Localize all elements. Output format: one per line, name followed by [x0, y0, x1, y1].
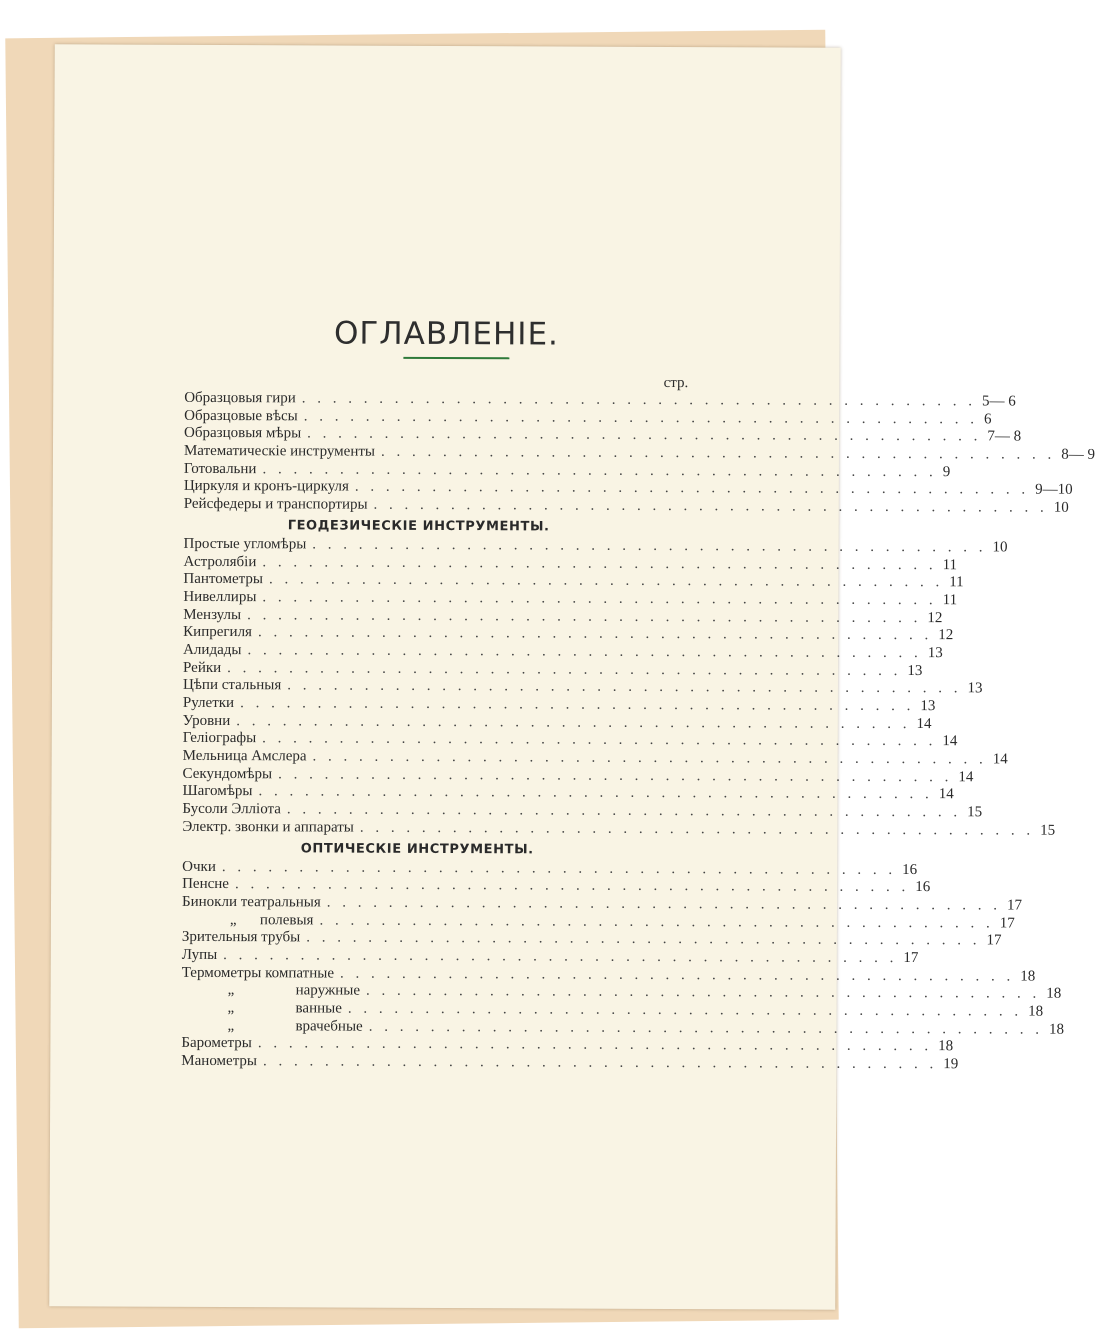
toc-entry-page: 7— 8: [987, 428, 1022, 445]
ditto-mark: „: [227, 1000, 235, 1017]
toc-entry-label: Барометры: [181, 1035, 252, 1052]
toc-entry: [184, 407, 992, 428]
dot-leader: . . . . . . . . . . . . . . . . . . . . . . . . . . . . . . . . . . . . . . . . . . . .: [268, 571, 944, 591]
toc-entry-label: Электр. звонки и аппараты: [182, 818, 354, 836]
toc-entry-label: Нивеллиры: [183, 588, 257, 606]
toc-entry-page: 17: [1006, 897, 1023, 914]
toc-entry-label: Термометры компатные: [181, 964, 335, 982]
dot-leader: . . . . . . . . . . . . . . . . . . . . . . . . . . . . . . . . . . . . . . . . . . . .: [278, 766, 953, 785]
dot-leader: . . . . . . . . . . . . . . . . . . . . . . . . . . . . . . . . . . . . . . . . . . . .: [223, 946, 898, 966]
toc-entry-label: [182, 982, 360, 1000]
section-heading-optical: ОПТИЧЕСКІЕ ИНСТРУМЕНТЫ.: [300, 840, 534, 857]
toc-entry: [183, 606, 943, 626]
toc-entry: [181, 893, 1023, 914]
dot-leader: . . . . . . . . . . . . . . . . . . . . . . . . . . . . . . . . . . . . . . . . . . . .: [301, 390, 977, 410]
dot-leader: . . . . . . . . . . . . . . . . . . . . . . . . . . . . . . . . . . . . . . . . . . . .: [240, 695, 915, 715]
toc-entry: [182, 694, 936, 715]
toc-entry: [182, 677, 983, 697]
toc-entry: [183, 442, 1096, 463]
toc-entry-label: Пантометры: [183, 571, 264, 588]
toc-entry-page: 17: [903, 949, 919, 967]
toc-entry: [181, 946, 919, 967]
toc-entry: [182, 730, 958, 750]
dot-leader: . . . . . . . . . . . . . . . . . . . . . . . . . . . . . . . . . . . . . . . . . . . .: [234, 876, 910, 896]
dot-leader: . . . . . . . . . . . . . . . . . . . . . . . . . . . . . . . . . . . . . . . . . . . .: [306, 929, 981, 949]
dot-leader: . . . . . . . . . . . . . . . . . . . . . . . . . . . . . . . . . . . . . . . . . . . .: [236, 712, 911, 732]
toc-entry: [183, 535, 1008, 556]
toc-entry: [182, 765, 974, 786]
toc-entry-page: 13: [920, 698, 936, 715]
toc-entry: [182, 712, 932, 733]
toc-entry-label: Алидады: [183, 641, 242, 659]
dot-leader: . . . . . . . . . . . . . . . . . . . . . . . . . . . . . . . . . . . . . . . . . . . .: [286, 801, 962, 821]
ditto-mark: „: [229, 911, 237, 928]
ditto-mark: „: [227, 982, 235, 999]
toc-entry: [182, 818, 1056, 839]
dot-leader: . . . . . . . . . . . . . . . . . . . . . . . . . . . . . . . . . . . . . . . . . . . .: [347, 1000, 1023, 1020]
toc-entry-label: Бусоли Элліота: [182, 800, 281, 818]
dot-leader: . . . . . . . . . . . . . . . . . . . . . . . . . . . . . . . . . . . . . . . . . . . .: [262, 553, 937, 573]
dot-leader: . . . . . . . . . . . . . . . . . . . . . . . . . . . . . . . . . . . . . . . . . . . .: [287, 677, 962, 697]
toc-entry-page: 18: [1046, 985, 1062, 1003]
pages-column-header: стр.: [663, 374, 689, 392]
toc-entry: [182, 982, 1062, 1003]
dot-leader: . . . . . . . . . . . . . . . . . . . . . . . . . . . . . . . . . . . . . . . . . . . .: [312, 536, 987, 556]
toc-entry-page: 14: [958, 768, 974, 786]
toc-entry-page: 17: [999, 914, 1015, 932]
dot-leader: . . . . . . . . . . . . . . . . . . . . . . . . . . . . . . . . . . . . . . . . . . . .: [339, 965, 1015, 985]
dot-leader: . . . . . . . . . . . . . . . . . . . . . . . . . . . . . . . . . . . . . . . . . . . .: [257, 624, 933, 644]
toc-entry-page: 18: [1020, 968, 1036, 985]
dot-leader: . . . . . . . . . . . . . . . . . . . . . . . . . . . . . . . . . . . . . . . . . . . .: [373, 496, 1048, 516]
dot-leader: . . . . . . . . . . . . . . . . . . . . . . . . . . . . . . . . . . . . . . . . . . . .: [247, 606, 922, 626]
toc-entry: [183, 478, 1073, 499]
toc-entry: [182, 876, 931, 896]
toc-entry-page: 14: [916, 715, 932, 732]
toc-entry-label: Образцовыя гири: [184, 389, 296, 407]
toc-entry-label: [182, 911, 314, 929]
toc-entry: [183, 588, 958, 609]
toc-entry: [183, 659, 923, 679]
dot-leader: . . . . . . . . . . . . . . . . . . . . . . . . . . . . . . . . . . . . . . . . . . . .: [262, 460, 937, 480]
toc-entry: [182, 1000, 1044, 1020]
title-underline: [403, 357, 509, 359]
book-page: [49, 44, 1096, 1309]
toc-entry-label: Уровни: [182, 712, 231, 729]
toc-entry: [181, 1052, 959, 1073]
toc-entry-label: [182, 1000, 342, 1018]
toc-entry-label: Рейки: [183, 659, 222, 676]
toc-entry-label: Цѣпи стальныя: [182, 677, 282, 694]
toc-entry-page: 12: [927, 609, 943, 626]
page-title: ОГЛАВЛЕНІЕ.: [333, 315, 560, 353]
toc-entry-label: Рулетки: [182, 694, 235, 712]
toc-entry-page: 10: [1053, 499, 1069, 516]
dot-leader: . . . . . . . . . . . . . . . . . . . . . . . . . . . . . . . . . . . . . . . . . . . .: [326, 894, 1002, 914]
toc-entry-page: 16: [902, 861, 918, 878]
dot-leader: . . . . . . . . . . . . . . . . . . . . . . . . . . . . . . . . . . . . . . . . . . . .: [258, 783, 933, 803]
toc-entry-label: Геліографы: [182, 730, 257, 747]
dot-leader: . . . . . . . . . . . . . . . . . . . . . . . . . . . . . . . . . . . . . . . . . . . .: [307, 425, 982, 445]
toc-entry-label: Образцовыя мѣры: [184, 425, 302, 442]
toc-entry-page: 13: [907, 662, 923, 679]
toc-entry-page: 11: [942, 556, 958, 573]
dot-leader: . . . . . . . . . . . . . . . . . . . . . . . . . . . . . . . . . . . . . . . . . . . .: [359, 819, 1035, 839]
toc-entry-label: Кипрегиля: [183, 624, 253, 641]
toc-entry-page: 15: [1040, 822, 1056, 839]
toc-entry-page: 17: [986, 932, 1002, 949]
toc-entry-label-text: наружные: [295, 982, 361, 999]
toc-entry-label: Циркуля и кронъ-циркуля: [183, 478, 349, 496]
toc-entry-page: 9: [942, 463, 951, 480]
toc-entry: [182, 783, 954, 803]
toc-entry-page: 18: [1028, 1003, 1044, 1020]
toc-entry: [183, 571, 964, 591]
dot-leader: . . . . . . . . . . . . . . . . . . . . . . . . . . . . . . . . . . . . . . . . . . . .: [262, 730, 937, 750]
toc-entry-page: 11: [949, 574, 964, 591]
toc-entry-label: Бинокли театральныя: [181, 893, 321, 911]
toc-entry-page: 12: [938, 627, 954, 644]
toc-entry-page: 14: [942, 733, 958, 750]
dot-leader: . . . . . . . . . . . . . . . . . . . . . . . . . . . . . . . . . . . . . . . . . . . .: [319, 912, 994, 931]
dot-leader: . . . . . . . . . . . . . . . . . . . . . . . . . . . . . . . . . . . . . . . . . . . .: [354, 479, 1030, 498]
dot-leader: . . . . . . . . . . . . . . . . . . . . . . . . . . . . . . . . . . . . . . . . . . . .: [303, 408, 979, 428]
toc-entry-label: Образцовые вѣсы: [184, 407, 298, 425]
toc-entry-page: 13: [927, 645, 943, 662]
toc-entry-label: Очки: [182, 858, 216, 875]
toc-entry: [184, 389, 1016, 410]
toc-entry-label: Шагомѣры: [182, 783, 253, 800]
toc-entry-page: 5— 6: [982, 393, 1016, 410]
toc-entry-page: 14: [938, 786, 954, 803]
toc-entry-label: Лупы: [181, 946, 218, 963]
toc-entry: [183, 495, 1069, 516]
toc-entry: [183, 624, 954, 644]
toc-entry-label: Астролябіи: [183, 553, 257, 570]
toc-entry-label: Пенсне: [182, 876, 230, 893]
toc-entry-page: 10: [992, 539, 1008, 556]
toc-entry-page: 9—10: [1035, 482, 1073, 499]
ditto-mark: „: [227, 1017, 235, 1034]
toc-entry: [183, 641, 943, 662]
toc-entry-page: 18: [1048, 1021, 1065, 1038]
section-heading-geodetic: ГЕОДЕЗИЧЕСКІЕ ИНСТРУМЕНТЫ.: [287, 518, 550, 535]
toc-entry-label: Готовальни: [183, 460, 257, 477]
toc-entry-label: Простые угломѣры: [183, 535, 307, 553]
toc-entry-label-text: ванные: [295, 1000, 342, 1017]
dot-leader: . . . . . . . . . . . . . . . . . . . . . . . . . . . . . . . . . . . . . . . . . . . .: [262, 589, 937, 609]
toc-entry-page: 19: [943, 1056, 959, 1073]
toc-entry-label: Секундомѣры: [182, 765, 273, 782]
dot-leader: . . . . . . . . . . . . . . . . . . . . . . . . . . . . . . . . . . . . . . . . . . . .: [368, 1018, 1044, 1038]
dot-leader: . . . . . . . . . . . . . . . . . . . . . . . . . . . . . . . . . . . . . . . . . . . .: [366, 982, 1041, 1002]
toc-entry: [181, 1035, 954, 1055]
toc-entry: [181, 929, 1002, 949]
toc-entry: [183, 460, 951, 481]
toc-entry-page: 15: [967, 804, 983, 821]
toc-entry-label: Математическіе инструменты: [183, 442, 376, 460]
dot-leader: . . . . . . . . . . . . . . . . . . . . . . . . . . . . . . . . . . . . . . . . . . . .: [312, 748, 987, 768]
toc-entry: [182, 747, 1008, 768]
toc-entry: [181, 964, 1036, 985]
table-of-contents: [181, 373, 1096, 1073]
toc-entry-page: 8— 9: [1061, 446, 1096, 463]
toc-entry: [184, 425, 1022, 445]
dot-leader: . . . . . . . . . . . . . . . . . . . . . . . . . . . . . . . . . . . . . . . . . . . .: [257, 1035, 933, 1055]
toc-entry-label: Мельница Амслера: [182, 747, 307, 765]
toc-entry: [181, 1017, 1065, 1038]
dot-leader: . . . . . . . . . . . . . . . . . . . . . . . . . . . . . . . . . . . . . . . . . . . .: [221, 858, 897, 878]
toc-entry-label: Рейсфедеры и транспортиры: [183, 495, 368, 513]
toc-entry: [183, 553, 958, 573]
toc-entry-label-text: полевыя: [259, 911, 314, 928]
dot-leader: . . . . . . . . . . . . . . . . . . . . . . . . . . . . . . . . . . . . . . . . . . . .: [380, 443, 1056, 463]
toc-entry-label: Зрительныя трубы: [181, 929, 301, 946]
dot-leader: . . . . . . . . . . . . . . . . . . . . . . . . . . . . . . . . . . . . . . . . . . . .: [262, 1053, 938, 1073]
dot-leader: . . . . . . . . . . . . . . . . . . . . . . . . . . . . . . . . . . . . . . . . . . . .: [227, 659, 902, 679]
toc-entry-page: 6: [983, 411, 992, 428]
toc-entry-page: 16: [915, 879, 931, 896]
toc-entry-page: 13: [967, 680, 983, 697]
dot-leader: . . . . . . . . . . . . . . . . . . . . . . . . . . . . . . . . . . . . . . . . . . . .: [247, 642, 922, 662]
toc-entry: [182, 858, 918, 878]
toc-entry-page: 18: [938, 1038, 954, 1055]
toc-entry-label: Мензулы: [183, 606, 242, 623]
toc-entry-label: Манометры: [181, 1052, 258, 1070]
toc-entry-label-text: врачебные: [295, 1018, 363, 1035]
toc-entry-page: 14: [992, 751, 1008, 768]
toc-entry: [182, 800, 983, 821]
toc-entry-label: [181, 1018, 362, 1036]
toc-entry: [182, 911, 1015, 932]
toc-entry-page: 11: [942, 592, 958, 609]
